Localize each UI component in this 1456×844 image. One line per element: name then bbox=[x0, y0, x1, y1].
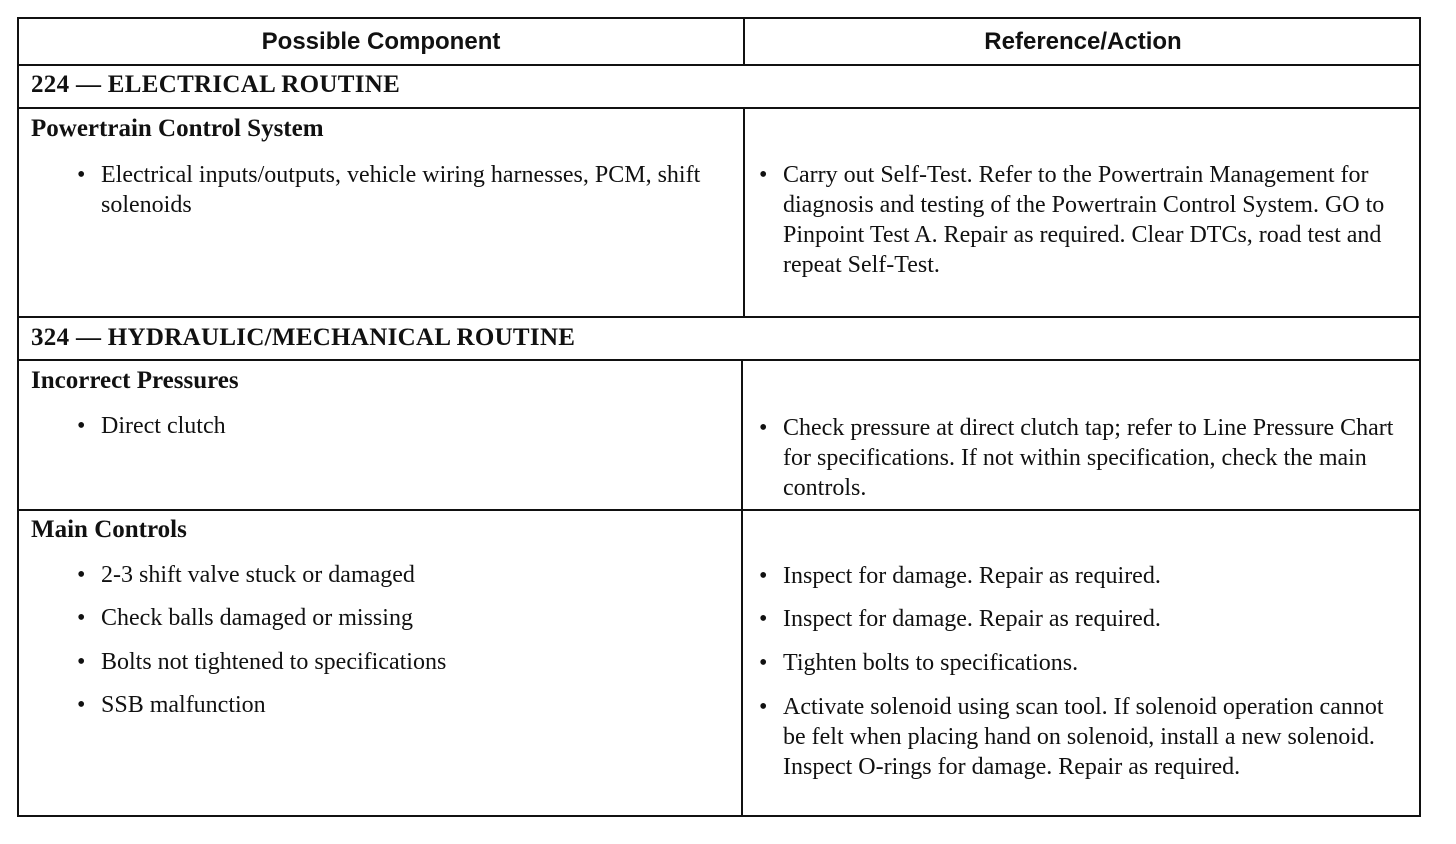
column-divider bbox=[743, 19, 745, 64]
section-divider bbox=[19, 316, 1419, 318]
action-item: • Tighten bolts to specifications. bbox=[759, 650, 1079, 676]
action-item: • Inspect for damage. Repair as required. bbox=[759, 563, 1161, 589]
column-divider bbox=[743, 107, 745, 316]
header-divider bbox=[19, 64, 1419, 66]
component-item: • Direct clutch bbox=[77, 413, 226, 439]
group-title-main-controls: Main Controls bbox=[31, 516, 187, 543]
group-title-incorrect-pressures: Incorrect Pressures bbox=[31, 367, 239, 394]
diagnostic-table bbox=[17, 17, 1421, 817]
section-divider bbox=[19, 107, 1419, 109]
action-item: • Inspect for damage. Repair as required. bbox=[759, 606, 1161, 632]
group-title-powertrain-control-system: Powertrain Control System bbox=[31, 115, 324, 142]
column-header-reference-action: Reference/Action bbox=[984, 28, 1182, 55]
component-item: • 2-3 shift valve stuck or damaged bbox=[77, 562, 415, 588]
section-title-hydraulic-mechanical-routine: 324 — HYDRAULIC/MECHANICAL ROUTINE bbox=[31, 324, 576, 351]
group-divider bbox=[19, 509, 1419, 511]
component-item: • Check balls damaged or missing bbox=[77, 605, 413, 631]
action-item: • Activate solenoid using scan tool. If solenoid operation cannot be felt when placing hand on solenoid, install a new solenoid. Inspect O-rings for damage. Repair as required. bbox=[759, 694, 1384, 780]
component-item: • Electrical inputs/outputs, vehicle wiring harnesses, PCM, shift solenoids bbox=[77, 162, 701, 218]
component-item: • Bolts not tightened to specifications bbox=[77, 649, 447, 675]
action-item: • Carry out Self-Test. Refer to the Powertrain Management for diagnosis and testing of the Powertrain Control System. GO to Pinpoint Test A. Repair as required. Clear DTCs, road test and repeat Self-Test. bbox=[759, 162, 1385, 278]
action-item: • Check pressure at direct clutch tap; refer to Line Pressure Chart for specifications. If not within specification, check the main controls. bbox=[759, 415, 1394, 501]
component-item: • SSB malfunction bbox=[77, 692, 266, 718]
section-title-electrical-routine: 224 — ELECTRICAL ROUTINE bbox=[31, 71, 401, 98]
column-divider bbox=[741, 359, 743, 817]
section-divider bbox=[19, 359, 1419, 361]
column-header-possible-component: Possible Component bbox=[261, 28, 501, 55]
